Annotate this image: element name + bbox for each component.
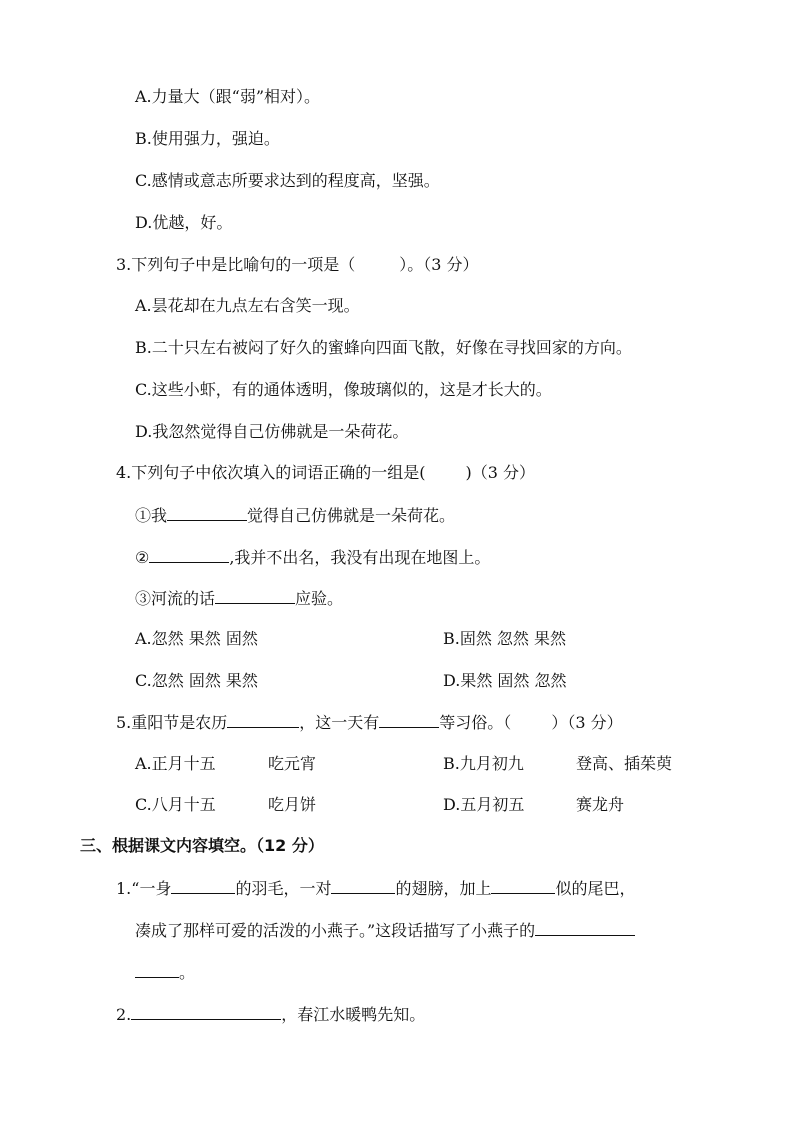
q4-s3-blank[interactable] [215, 587, 295, 604]
q5-blank-2[interactable] [379, 711, 439, 728]
s3-q2-blank[interactable] [131, 1003, 281, 1020]
q5-option-b-date: B.九月初九 [443, 754, 524, 773]
q4-s2-prefix: ② [135, 548, 150, 567]
q4-sentence-2 [135, 546, 490, 569]
q4-s2-suffix: ,我并不出名，我没有出现在地图上。 [229, 548, 491, 567]
q4-s3-suffix: 应验。 [295, 589, 344, 608]
q3-stem-text: 3.下列句子中是比喻句的一项是（ [116, 255, 356, 274]
s3-q1-blank-3[interactable] [491, 877, 555, 894]
q5-option-a-custom: 吃元宵 [268, 754, 317, 773]
q5-stem-c: 等习俗。（ [439, 713, 512, 732]
s3-q1-a: 1.“一身 [116, 879, 172, 898]
q5-option-b-custom: 登高、插茱萸 [576, 754, 673, 773]
q4-s1-suffix: 觉得自己仿佛就是一朵荷花。 [247, 506, 456, 525]
s3-q1-blank-4-cont[interactable] [135, 961, 179, 978]
s3-q1-blank-2[interactable] [331, 877, 395, 894]
s3-q1-f: 。 [179, 963, 196, 982]
s3-q2-b: ，春江水暖鸭先知。 [281, 1005, 426, 1024]
s3-q1-c: 的翅膀，加上 [395, 879, 492, 898]
q2-option-c: C.感情或意志所要求达到的程度高，坚强。 [135, 171, 440, 190]
q4-s3-prefix: ③河流的话 [135, 589, 216, 608]
q5-stem [116, 711, 623, 734]
section-3-heading: 三、根据课文内容填空。（12 分） [80, 836, 324, 855]
q4-s2-blank[interactable] [149, 546, 229, 563]
q3-option-d: D.我忽然觉得自己仿佛就是一朵荷花。 [135, 422, 409, 441]
q5-option-d-date: D.五月初五 [443, 795, 525, 814]
q5-option-d-custom: 赛龙舟 [576, 795, 625, 814]
q4-s1-prefix: ①我 [135, 506, 168, 525]
q4-option-d: D.果然 固然 忽然 [443, 671, 567, 690]
q5-stem-score: ）（3 分） [551, 713, 623, 732]
q3-stem [116, 254, 479, 276]
q5-option-a-date: A.正月十五 [135, 754, 216, 773]
q4-option-b: B.固然 忽然 果然 [443, 629, 567, 648]
s3-q1-d: 似的尾巴， [555, 879, 636, 898]
s3-q1-b: 的羽毛，一对 [235, 879, 332, 898]
s3-q2-a: 2. [116, 1005, 132, 1024]
q4-stem-text: 4.下列句子中依次填入的词语正确的一组是( [116, 463, 426, 482]
q4-option-c: C.忽然 固然 果然 [135, 671, 258, 690]
q3-stem-score: ）。（3 分） [399, 255, 479, 274]
s3-q1-line-1 [116, 877, 636, 900]
q3-option-b: B.二十只左右被闷了好久的蜜蜂向四面飞散，好像在寻找回家的方向。 [135, 338, 632, 357]
q5-option-c-custom: 吃月饼 [268, 795, 317, 814]
s3-q2 [116, 1003, 425, 1026]
q3-option-a: A.昙花却在九点左右含笑一现。 [135, 296, 360, 315]
s3-q1-line-2 [135, 919, 635, 942]
s3-q1-blank-1[interactable] [171, 877, 235, 894]
q3-option-c: C.这些小虾，有的通体透明，像玻璃似的，这是才长大的。 [135, 380, 552, 399]
q5-blank-1[interactable] [227, 711, 299, 728]
q5-stem-b: ，这一天有 [299, 713, 380, 732]
q5-option-c-date: C.八月十五 [135, 795, 216, 814]
q4-s1-blank[interactable] [167, 504, 247, 521]
q2-option-a: A.力量大（跟“弱”相对）。 [135, 87, 321, 106]
q4-stem [116, 462, 535, 484]
s3-q1-line-3 [135, 961, 195, 984]
q4-sentence-3 [135, 587, 343, 610]
q4-sentence-1 [135, 504, 455, 527]
s3-q1-e: 凑成了那样可爱的活泼的小燕子。”这段话描写了小燕子的 [135, 921, 536, 940]
q4-stem-score: )（3 分） [465, 463, 536, 482]
q2-option-d: D.优越，好。 [135, 213, 233, 232]
q2-option-b: B.使用强力，强迫。 [135, 129, 280, 148]
q5-stem-a: 5.重阳节是农历 [116, 713, 228, 732]
q4-option-a: A.忽然 果然 固然 [135, 629, 258, 648]
s3-q1-blank-4[interactable] [535, 919, 635, 936]
